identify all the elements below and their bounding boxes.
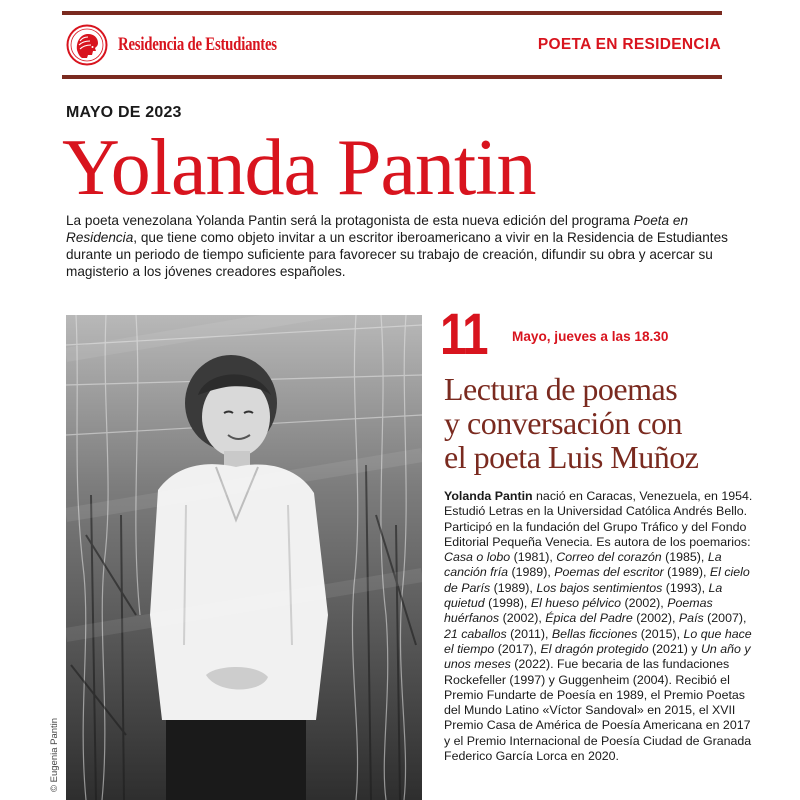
bio-text: (2015), <box>637 626 684 641</box>
photo-credit: © Eugenia Pantin <box>49 717 60 792</box>
header-bottom-rule <box>62 75 722 79</box>
event-title-line: el poeta Luis Muñoz <box>444 439 699 475</box>
portrait-photo <box>66 315 422 800</box>
bio-text: (1989), <box>508 565 555 580</box>
bio-text: (2002), <box>632 611 679 626</box>
poet-biography <box>444 489 756 764</box>
book-title: Correo del corazón <box>556 550 662 565</box>
event-time: Mayo, jueves a las 18.30 <box>512 329 669 344</box>
book-title: 21 caballos <box>444 626 507 641</box>
book-title: Lo que hace el tiempo <box>444 626 752 656</box>
bio-name: Yolanda Pantin <box>444 489 533 503</box>
event-title <box>444 372 744 474</box>
book-title: Los bajos sentimientos <box>536 580 663 595</box>
book-title: Casa o lobo <box>444 550 511 565</box>
book-title: Épica del Padre <box>545 611 633 626</box>
book-title: Bellas ficciones <box>551 626 638 641</box>
book-title: El dragón protegido <box>540 641 649 656</box>
intro-text-b: , que tiene como objeto invitar a un escritor iberoamericano a vivir en la Residencia de Estudiantes durante un periodo de tiempo suficiente para favorecer su trabajo de creación, difundir su obra y acercar su magisterio a los jóvenes creadores españoles. <box>66 230 728 279</box>
book-title: Poemas del escritor <box>554 565 664 580</box>
bio-text: (1998), <box>484 596 531 611</box>
book-title: La quietud <box>444 580 723 611</box>
event-day: 11 <box>440 302 488 367</box>
bio-text: (1989), <box>490 580 537 595</box>
event-title-line: y conversación con <box>444 405 683 441</box>
poet-name: Yolanda Pantin <box>62 124 536 212</box>
bio-text: (2002), <box>499 611 546 626</box>
book-title: La canción fría <box>444 550 722 580</box>
athena-head-icon <box>66 24 108 66</box>
intro-text-a: La poeta venezolana Yolanda Pantin será la protagonista de esta nueva edición del programa <box>66 213 634 228</box>
bio-text: (1989), <box>663 565 710 580</box>
portrait-illustration <box>66 315 422 800</box>
book-title: País <box>678 611 704 626</box>
header-top-rule <box>62 11 722 15</box>
bio-text: nació en Caracas, Venezuela, en 1954. Estudió Letras en la Universidad Católica Andrés Bello. Participó en la fundación del Grupo Tráfico y del Fondo Editorial Pequeña Venecia. Es autora de los poemarios: <box>444 489 753 549</box>
intro-program-name: Poeta en Residencia <box>66 213 689 245</box>
bio-text: (1985), <box>661 550 708 565</box>
bio-text: (2011), <box>506 626 552 641</box>
section-kicker: POETA EN RESIDENCIA <box>537 36 721 53</box>
bio-text: (2021) y <box>648 641 701 656</box>
date-line: MAYO DE 2023 <box>66 104 182 121</box>
bio-text: (2022). Fue becaria de las fundaciones Rockefeller (1997) y Guggenheim (2004). Recibió el Premio Fundarte de Poesía en 1989, el Premio Poetas del Mundo Latino «Víctor Sandoval» en 2015, el XVII Premio Casa de América de Poesía Americana en 2017 y el Premio Internacional de Poesía Ciudad de Granada Federico García Lorca en 2020. <box>444 657 752 764</box>
book-title: Poemas huérfanos <box>444 596 713 626</box>
residencia-logo[interactable] <box>66 24 322 66</box>
bio-text: (2007), <box>703 611 747 626</box>
bio-text: (2002), <box>621 596 668 611</box>
intro-paragraph <box>66 212 730 280</box>
bio-text: (1981), <box>510 550 557 565</box>
book-title: El hueso pélvico <box>530 596 622 611</box>
logo-text: Residencia de Estudiantes <box>118 34 277 55</box>
book-title: El cielo de París <box>444 565 750 595</box>
book-title: Un año y unos meses <box>444 641 751 672</box>
bio-text: (2017), <box>494 641 541 656</box>
bio-text: (1993), <box>662 580 709 595</box>
event-title-line: Lectura de poemas <box>444 371 678 407</box>
